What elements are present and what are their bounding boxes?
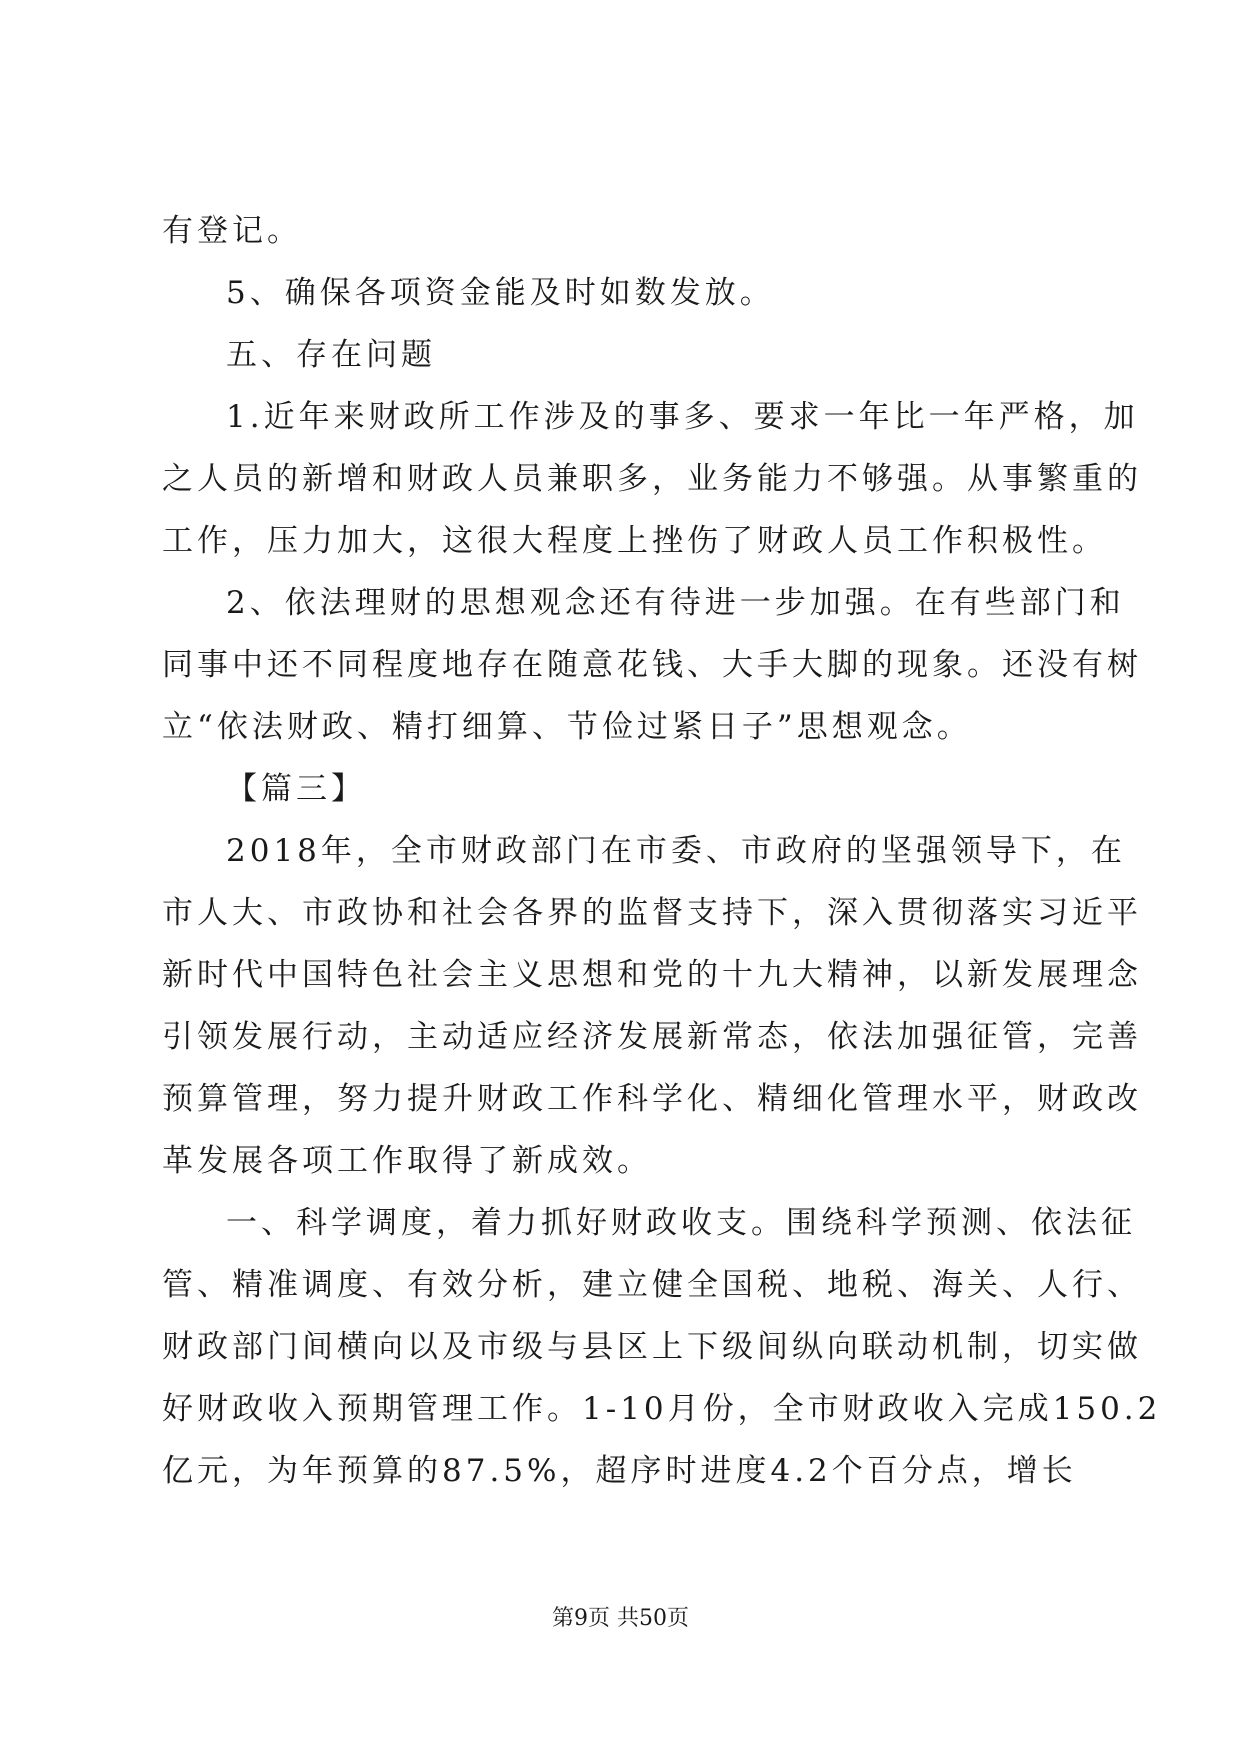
text-line: 好财政收入预期管理工作。1-10月份，全市财政收入完成150.2 — [162, 1391, 1162, 1427]
text-line: 立“依法财政、精打细算、节俭过紧日子”思想观念。 — [162, 709, 972, 745]
text-line: 引领发展行动，主动适应经济发展新常态，依法加强征管，完善 — [162, 1019, 1142, 1055]
text-line: 同事中还不同程度地存在随意花钱、大手大脚的现象。还没有树 — [162, 647, 1142, 683]
text-line: 有登记。 — [162, 213, 302, 249]
document-body — [162, 200, 1162, 1502]
text-line: 1.近年来财政所工作涉及的事多、要求一年比一年严格，加 — [226, 399, 1139, 435]
text-line: 亿元，为年预算的87.5%，超序时进度4.2个百分点，增长 — [162, 1453, 1077, 1489]
text-line: 2、依法理财的思想观念还有待进一步加强。在有些部门和 — [226, 585, 1125, 621]
text-line: 一、科学调度，着力抓好财政收支。围绕科学预测、依法征 — [226, 1205, 1136, 1241]
text-line: 之人员的新增和财政人员兼职多，业务能力不够强。从事繁重的 — [162, 461, 1142, 497]
text-line: 5、确保各项资金能及时如数发放。 — [226, 275, 775, 311]
text-line: 预算管理，努力提升财政工作科学化、精细化管理水平，财政改 — [162, 1081, 1142, 1117]
text-line: 2018年，全市财政部门在市委、市政府的坚强领导下，在 — [226, 833, 1126, 869]
page-number-footer: 第9页 共50页 — [552, 1606, 689, 1631]
text-line: 财政部门间横向以及市级与县区上下级间纵向联动机制，切实做 — [162, 1329, 1142, 1365]
text-line: 革发展各项工作取得了新成效。 — [162, 1143, 652, 1179]
text-line: 管、精准调度、有效分析，建立健全国税、地税、海关、人行、 — [162, 1267, 1142, 1303]
text-line: 市人大、市政协和社会各界的监督支持下，深入贯彻落实习近平 — [162, 895, 1142, 931]
section-heading: 【篇三】 — [226, 771, 366, 807]
text-line: 五、存在问题 — [226, 337, 436, 373]
text-line: 工作，压力加大，这很大程度上挫伤了财政人员工作积极性。 — [162, 523, 1107, 559]
text-line: 新时代中国特色社会主义思想和党的十九大精神，以新发展理念 — [162, 957, 1142, 993]
